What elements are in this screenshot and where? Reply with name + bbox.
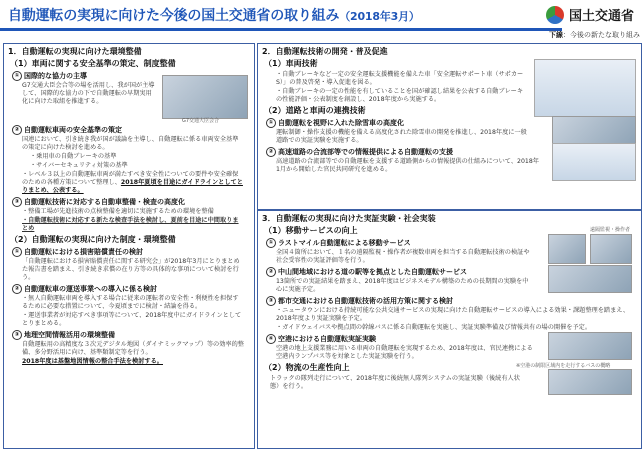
section-technology: [257, 43, 642, 210]
item-heading: [12, 284, 254, 294]
item-heading: [12, 197, 254, 207]
photo-caption: ※空港の制限区域内を走行するバスの概略: [516, 363, 611, 369]
item-heading-text: 自動運転車の運送事業への導入に係る検討: [24, 285, 157, 293]
bullet: ・ガイドウェイバスや拠点間の幹線バスに係る自動運転を実施し、実証実験準備及び情報共有の場の開催を予定。: [276, 324, 592, 331]
item-heading-text: 国際的な協力の主導: [24, 72, 87, 80]
highway-merge-diagram: [552, 143, 636, 181]
item-text: [22, 171, 244, 195]
item-number: ②: [12, 125, 22, 135]
bullet: ・無人自動運転車両を導入する場合に従来の運転者の安全性・利便性を担保するために必要な措置について、今夏頃までに検討・結論を得る。: [22, 295, 239, 310]
title-text: 自動運転の実現に向けた今後の国土交通省の取り組み: [8, 8, 340, 24]
item-truck-platooning: [266, 375, 641, 391]
title-date: （2018年3月）: [339, 10, 420, 23]
remote-operator-photo: [590, 234, 632, 264]
org-name: 国土交通省: [568, 9, 634, 24]
item-text: 「自動運転における損害賠償責任に関する研究会」が2018年3月にとりまとめた報告書を踏まえ、引き続き求償の在り方等の具体的な事項について検討を行う。: [22, 258, 240, 281]
item-heading-text: 自動運転における損害賠償責任の検討: [24, 248, 143, 256]
item-michi-no-eki: [266, 267, 641, 294]
subsection-heading: （1）車両技術: [264, 59, 318, 68]
item-text: G7交通大臣会合等の場を活用し、我が国が主導して、国際的な協力の下で自動運転の早期実用化に向けた取組を推進する。: [22, 82, 155, 105]
subsection-heading: （2）自動運転の実現に向けた制度・環境整備: [10, 235, 176, 244]
item-text: トラックの隊列走行について、2018年度に後続無人隊列システムの実証実験（後続有人状態）を行う。: [270, 375, 520, 390]
item-heading-text: 自動運転車両の安全基準の策定: [24, 126, 122, 134]
section-heading: 2．自動運転技術の開発・普及促進: [262, 47, 388, 56]
rural-autonomous-bus-photo: [548, 265, 632, 293]
bullet: ・ニュータウンにおける持続可能な公共交通サービスの実現に向けた自動運転サービスの導入による効果・課題整理を踏まえ、2018年度より実証実験を予定。: [276, 307, 630, 322]
item-text: 国連において、引き続き我が国が議論を主導し、自動運転に係る車両安全基準の策定に向けた検討を進める。: [22, 136, 239, 151]
item-liability: [12, 247, 254, 282]
item-inspection: [12, 197, 254, 233]
item-merge-support: [266, 147, 641, 174]
item-heading-text: 都市交通における自動運転技術の活用方策に関する検討: [278, 297, 453, 305]
airport-bus-photo: [548, 332, 632, 360]
item-text: 全国４箇所において、１名の遠隔監視・操作者が複数車両を担当する自動運転技術の検証や社会受容性の実証評価等を行う。: [276, 249, 530, 264]
item-heading-text: 自動運転を視野に入れた除雪車の高度化: [278, 119, 404, 127]
item-number: ④: [266, 334, 276, 344]
item-heading-text: 高速道路の合流部等での情報提供による自動運転の支援: [278, 148, 453, 156]
item-vehicle-tech: [266, 71, 641, 104]
item-number: ②: [266, 147, 276, 157]
item-number: ②: [266, 267, 276, 277]
item-number: ②: [12, 284, 22, 294]
header-rule: [0, 28, 562, 31]
section-heading: 3．自動運転の実現に向けた実証実験・社会実装: [262, 214, 436, 223]
section-heading: 1．自動運転の実現に向けた環境整備: [8, 47, 142, 56]
bullet: ・乗用車の自動ブレーキの基準: [30, 153, 117, 160]
legend-tag-text: ：今後の新たな取り組み: [563, 31, 640, 39]
item-number: ③: [266, 296, 276, 306]
item-heading-text: ラストマイル自動運転による移動サービス: [278, 239, 411, 247]
item-urban-transit: [266, 296, 641, 332]
page-title: [8, 5, 420, 25]
snowplow-photo: [552, 116, 636, 146]
text-emphasis: 2018年夏頃を目途にガイドラインとしてとりまとめ、公表する。: [22, 179, 243, 194]
item-text: 運転制御・操作支援の機能を備える高度化された除雪車の開発を推進し、2018年度に一般道路での実証実験を実施する。: [276, 129, 527, 144]
g7-meeting-photo: [162, 75, 248, 119]
item-number: ①: [12, 71, 22, 81]
item-text: 自動運転用の高精度な３次元デジタル地図（ダイナミックマップ）等の効率的整備、多分野活用に向け、基準類制定等を行う。: [22, 341, 244, 356]
mlit-logo-icon: [546, 6, 564, 24]
section-environment: [3, 43, 255, 449]
item-transport-business: [12, 284, 254, 328]
truck-platoon-photo: [548, 369, 632, 395]
subsection-heading: （1）移動サービスの向上: [264, 226, 358, 235]
item-heading: [12, 247, 254, 257]
item-text: 13箇所での実証結果を踏まえ、2018年度はビジネスモデル構築のための長期間の実験を中心に実施予定。: [276, 278, 529, 293]
item-number: ③: [12, 330, 22, 340]
photo-caption: G7交通大臣会合: [182, 118, 220, 124]
subsection-heading: （2）物流の生産性向上: [264, 363, 350, 372]
item-heading: [266, 296, 641, 306]
item-text: 空港の地上支援業務に用いる車両の自動運転を実現するため、2018年度は、官民連携による空港内ランプバス等を対象とした実証実験を行う。: [276, 345, 533, 360]
item-number: ①: [266, 118, 276, 128]
subsection-heading: （2）道路と車両の連携技術: [264, 106, 366, 115]
item-geospatial: [12, 330, 254, 366]
item-number: ①: [266, 238, 276, 248]
item-heading: [12, 330, 254, 340]
org-logo: [546, 5, 634, 24]
item-text: 2018年度は基盤地図情報の整合手法を検討する。: [22, 358, 163, 365]
item-heading-text: 地理空間情報活用の環境整備: [24, 331, 115, 339]
bullet: ・自動運転技術に対応する新たな検査手法を検討し、夏前を目途に中間取りまとめ: [22, 217, 239, 232]
photo-caption: 遠隔監視・操作者: [590, 227, 631, 233]
item-snowplow: [266, 118, 641, 145]
section-implementation: [257, 210, 642, 449]
legend-tag: [549, 30, 640, 40]
bullet: ・整備工場が先進技術の点検整備を適切に実施するための環境を整備: [22, 208, 214, 215]
item-safety-standards: [12, 125, 254, 195]
item-text: 高速道路の合流部等での自動運転を支援する道路側からの情報提供の仕組みについて、2018年1月から開始した官民共同研究を進める。: [276, 158, 539, 173]
legend-tag-bold: 下線: [549, 31, 563, 39]
text-part: ・レベル３以上の自動運転車両が満たすべき安全性についての要件や安全確保のための各種方策について整理し、: [22, 171, 239, 186]
item-number: ①: [12, 247, 22, 257]
last-mile-vehicle-photo: [548, 234, 586, 264]
item-international: [12, 71, 254, 123]
item-heading-text: 自動運転技術に対応する自動車整備・検査の高度化: [24, 198, 185, 206]
header: [0, 0, 644, 39]
bullet: ・自動ブレーキなど一定の安全運転支援機能を備えた車「安全運転サポート車（サポカーS）」の普及啓発・導入促進を図る。: [276, 71, 524, 86]
safety-support-car-diagram: [534, 59, 636, 117]
item-heading: [12, 125, 254, 135]
subsection-heading: （1）車両に関する安全基準の策定、制度整備: [10, 59, 176, 68]
item-heading-text: 空港における自動運転実証実験: [278, 335, 376, 343]
bullet: ・サイバーセキュリティ対策の基準: [30, 162, 128, 169]
item-number: ③: [12, 197, 22, 207]
item-heading-text: 中山間地域における道の駅等を拠点とした自動運転サービス: [278, 268, 467, 276]
bullet: ・運送事業者が対応すべき事項等について、2018年度中にガイドラインとしてとりまとめる。: [22, 312, 242, 327]
bullet: ・自動ブレーキの一定の性能を有していることを国が確認し結果を公表する自動ブレーキの性能評価・公表制度を創設し、2018年度から実施する。: [276, 88, 524, 103]
